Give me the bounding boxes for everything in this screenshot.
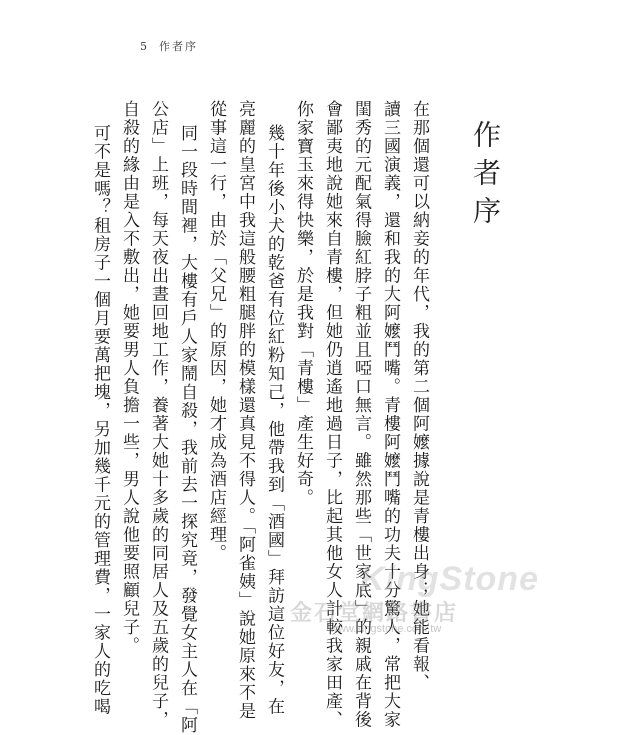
text-column: 公店」上班，每天夜出晝回地工作，養著大她十多歲的同居人及五歲的兒子， [148, 100, 168, 729]
text-column: 亮麗的皇宮中我這般腰粗腿胖的模樣還真見不得人。「阿雀姨」說她原來不是 [235, 100, 255, 721]
text-column: 會鄙夷地說她來自青樓，但她仍逍遙地過日子，比起其他女人計較我家田產、 [322, 100, 342, 729]
text-column: 閨秀的元配氣得臉紅脖子粗並且啞口無言。雖然那些「世家底」的親戚在背後 [351, 100, 371, 729]
text-column: 讀三國演義，還和我的大阿嬤鬥嘴。青樓阿嬤鬥嘴的功夫十分驚人，常把大家 [380, 100, 400, 729]
running-title: 作者序 [159, 40, 198, 53]
running-head [140, 38, 198, 54]
text-column: 從事這一行，由於「父兄」的原因，她才成為酒店經理。 [206, 100, 226, 563]
text-column: 同一段時間裡，大樓有戶人家鬧自殺，我前去一探究竟，發覺女主人在「阿 [177, 124, 197, 735]
page-number: 5 [140, 39, 149, 53]
watermark-brand-cn: 金石堂網路書店 [290, 600, 459, 626]
text-column: 可不是嗎？租房子一個月要萬把塊，另加幾千元的管理費，一家人的吃喝 [90, 124, 110, 716]
watermark-url: www.kingstone.com.tw [330, 623, 442, 635]
text-column: 你家寶玉來得快樂，於是我對「青樓」產生好奇。 [293, 100, 313, 507]
text-column: 自殺的緣由是入不敷出，她要男人負擔一些，男人說他要照顧兒子。 [119, 100, 139, 655]
chapter-title: 作者序 [469, 120, 502, 234]
watermark-brand: KingStone [360, 560, 539, 598]
text-column: 在那個還可以納妾的年代，我的第二個阿嬤據說是青樓出身；她能看報、 [409, 100, 429, 692]
text-column: 幾十年後小犬的乾爸有位紅粉知己，他帶我到「酒國」拜訪這位好友，在 [264, 124, 284, 716]
